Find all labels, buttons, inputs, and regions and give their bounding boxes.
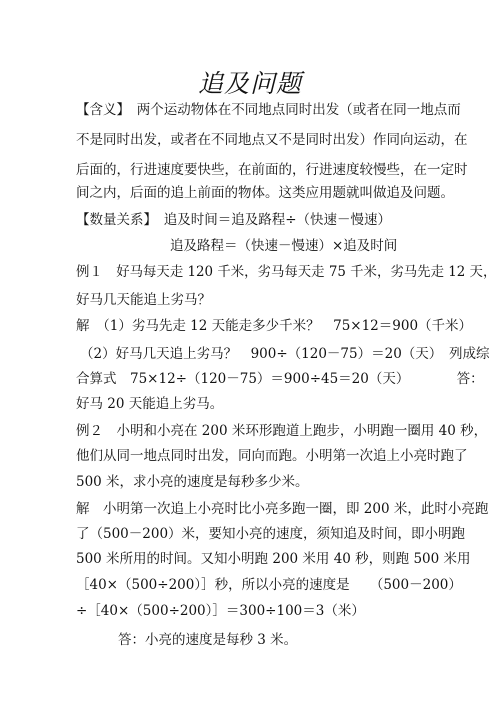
solution-1-answer: 好马 20 天能追上劣马。 <box>76 396 224 412</box>
quantity-relation-line-2: 追及路程＝（快速－慢速）×追及时间 <box>170 238 398 254</box>
example-2-line-2: 他们从同一地点同时出发，同向而跑。小明第一次追上小亮时跑了 <box>76 448 468 464</box>
solution-2-line-5: ÷［40×（500÷200）］＝300÷100＝3（米） <box>76 603 365 619</box>
definition-line-3: 后面的，行进速度要快些，在前面的，行进速度较慢些，在一定时 <box>76 162 468 178</box>
example-2-line-1: 例２ 小明和小亮在 200 米环形跑道上跑步，小明跑一圈用 40 秒， <box>76 423 488 439</box>
solution-2-line-1: 解 小明第一次追上小亮时比小亮多跑一圈，即 200 米，此时小亮跑 <box>76 501 489 517</box>
example-1-line-2: 好马几天能追上劣马？ <box>76 292 211 308</box>
solution-2-line-2: 了（500－200）米，要知小亮的速度，须知追及时间，即小明跑 <box>76 526 466 542</box>
solution-2-answer: 答：小亮的速度是每秒 3 米。 <box>118 632 298 648</box>
page-title: 追及问题 <box>197 69 302 98</box>
example-2-line-3: 500 米，求小亮的速度是每秒多少米。 <box>76 474 309 490</box>
definition-line-4: 间之内，后面的追上前面的物体。这类应用题就叫做追及问题。 <box>76 185 454 201</box>
example-1-line-1: 例１ 好马每天走 120 千米，劣马每天走 75 千米，劣马先走 12 天， <box>76 264 497 280</box>
solution-2-line-4: ［40×（500÷200）］秒，所以小亮的速度是 （500－200） <box>76 577 462 593</box>
solution-1-line-1: 解 （1）劣马先走 12 天能走多少千米？ 75×12＝900（千米） <box>76 318 473 334</box>
definition-line-1: 【含义】 两个运动物体在不同地点同时出发（或者在同一地点而 <box>76 102 461 118</box>
solution-2-line-3: 500 米所用的时间。又知小明跑 200 米用 40 秒，则跑 500 米用 <box>76 551 471 567</box>
quantity-relation-line-1: 【数量关系】 追及时间＝追及路程÷（快速－慢速） <box>76 212 392 228</box>
definition-line-2: 不是同时出发，或者在不同地点又不是同时出发）作同向运动，在 <box>76 132 468 148</box>
solution-1-line-2: （2）好马几天追上劣马？ 900÷（120－75）＝20（天） 列成综 <box>80 346 490 362</box>
solution-1-line-3: 合算式 75×12÷（120－75）＝900÷45＝20（天） 答： <box>76 371 484 387</box>
